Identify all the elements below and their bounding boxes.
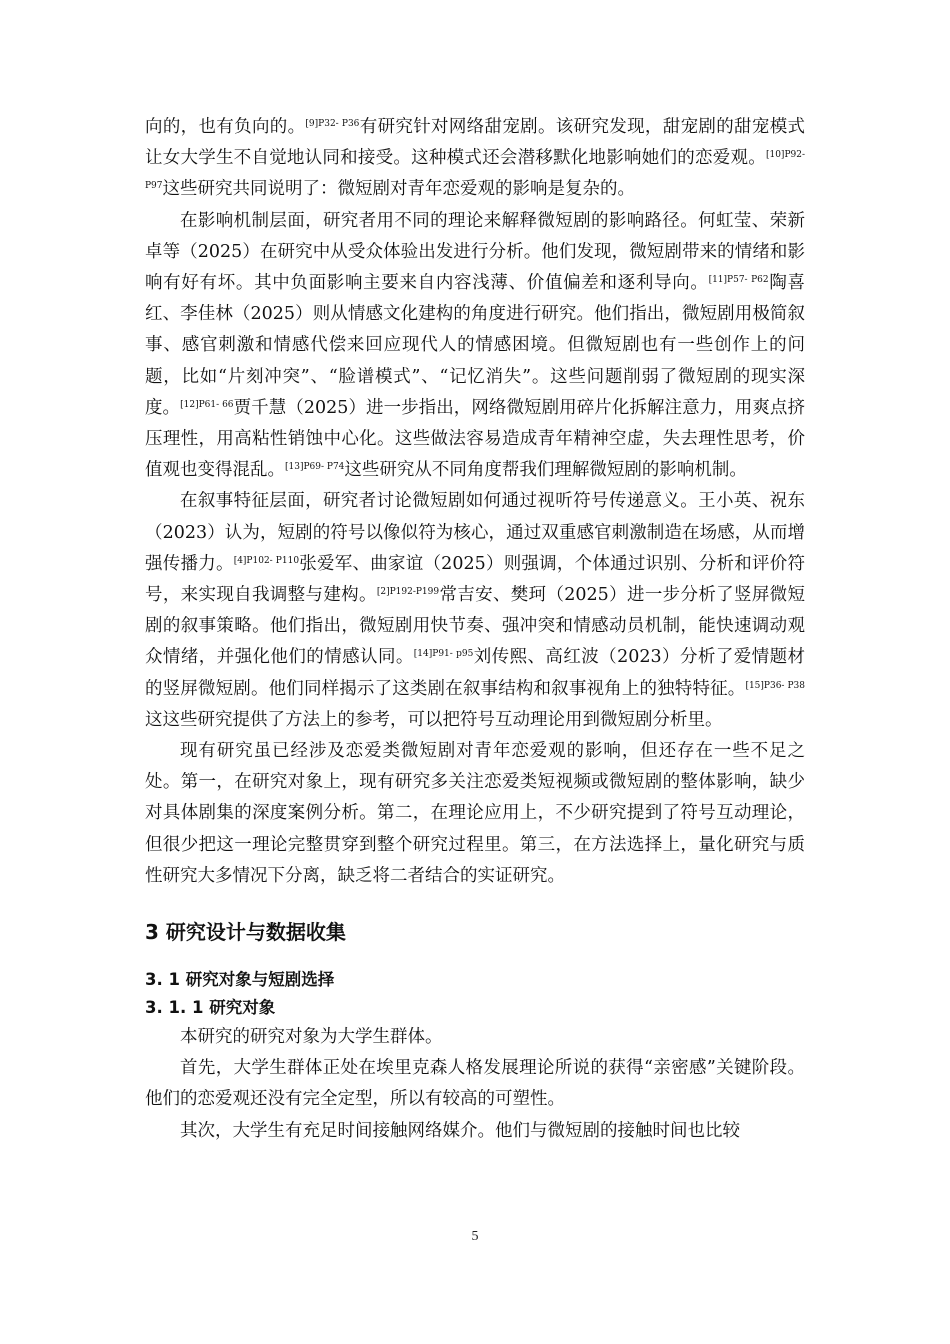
citation-reference: [12]P61- 66 (180, 399, 234, 410)
paragraph-text: 其次，大学生有充足时间接触网络媒介。他们与微短剧的接触时间也比较 (180, 1120, 740, 1141)
paragraph-text: 向的，也有负向的。 (145, 117, 306, 137)
paragraph-text: 在叙事特征层面，研究者讨论微短剧如何通过视听符号传递意义。王小英、祝东（2023）认为，短剧的符号以像似符为核心，通过双重感官刺激制造在场感，从而增强传播力。 (145, 491, 805, 574)
paragraph-text: 刘传熙、高红波（2023）分析了爱情题材的竖屏微短剧。他们同样揭示了这类剧在叙事结构和叙事视角上的独特特征。 (145, 647, 805, 699)
paragraph-text: 首先，大学生群体正处在埃里克森人格发展理论所说的获得“亲密感”关键阶段。他们的恋爱观还没有完全定型，所以有较高的可塑性。 (145, 1058, 805, 1110)
citation-reference: [14]P91- p95 (413, 649, 474, 660)
section-heading: 3 研究设计与数据收集 (145, 920, 346, 945)
paragraph-text: 本研究的研究对象为大学生群体。 (180, 1027, 443, 1048)
paragraph-text: 有研究针对网络甜宠剧。该研究发现，甜宠剧的甜宠模式让女大学生不自觉地认同和接受。这种模式还会潜移默化地影响她们的恋爱观。 (145, 117, 806, 169)
paragraph-text: 陶喜红、李佳林（2025）则从情感文化建构的角度进行研究。他们指出，微短剧用极简叙事、感官刺激和情感代偿来回应现代人的情感困境。但微短剧也有一些创作上的问题，比如“片刻冲突”、“脸谱模式”、“记忆消失”。这些问题削弱了微短剧的现实深度。 (145, 273, 805, 418)
paragraph (145, 736, 805, 892)
citation-reference: [4]P102- P110 (233, 555, 300, 566)
paragraph (145, 1116, 805, 1147)
citation-reference: [11]P57- P62 (708, 275, 769, 286)
citation-reference: [15]P36- P38 (745, 680, 805, 691)
paragraph (145, 1053, 805, 1115)
paragraph (145, 486, 805, 736)
citation-reference: [9]P32- P36 (305, 119, 360, 129)
research-object-paragraphs (145, 1022, 805, 1147)
paragraph-text: 这这些研究提供了方法上的参考，可以把符号互动理论用到微短剧分析里。 (145, 709, 723, 730)
paragraph-text: 常吉安、樊珂（2025）进一步分析了竖屏微短剧的叙事策略。他们指出，微短剧用快节奏、强冲突和情感动员机制，能快速调动观众情绪，并强化他们的情感认同。 (145, 585, 805, 668)
paragraph-text: 这些研究从不同角度帮我们理解微短剧的影响机制。 (344, 460, 747, 481)
subsubsection-heading: 3. 1. 1 研究对象 (145, 998, 276, 1018)
paragraph (145, 206, 805, 487)
citation-reference: [2]P192-P199 (376, 587, 440, 598)
paragraph-text: 在影响机制层面，研究者用不同的理论来解释微短剧的影响路径。何虹莹、荣新卓等（2025）在研究中从受众体验出发进行分析。他们发现，微短剧带来的情绪和影响有好有坏。其中负面影响主要来自内容浅薄、价值偏差和逐利导向。 (145, 210, 805, 294)
page-number: 5 (471, 1229, 479, 1244)
paragraph-text: 这些研究共同说明了：微短剧对青年恋爱观的影响是复杂的。 (162, 179, 636, 200)
citation-reference: [10]P92- P97 (145, 150, 805, 192)
paragraph-text: 现有研究虽已经涉及恋爱类微短剧对青年恋爱观的影响，但还存在一些不足之处。第一，在研究对象上，现有研究多关注恋爱类短视频或微短剧的整体影响，缺少对具体剧集的深度案例分析。第二，在理论应用上，不少研究提到了符号互动理论，但很少把这一理论完整贯穿到整个研究过程里。第三，在方法选择上，量化研究与质性研究大多情况下分离，缺乏将二者结合的实证研究。 (145, 741, 805, 886)
literature-review-paragraphs (145, 112, 805, 892)
paragraph (145, 1022, 805, 1053)
paragraph-text: 张爱军、曲家谊（2025）则强调，个体通过识别、分析和评价符号，来实现自我调整与建构。 (145, 553, 805, 606)
subsection-heading: 3. 1 研究对象与短剧选择 (145, 970, 335, 990)
paragraph-text: 贾千慧（2025）进一步指出，网络微短剧用碎片化拆解注意力，用爽点挤压理性，用高粘性销蚀中心化。这些做法容易造成青年精神空虚，失去理性思考，价值观也变得混乱。 (145, 397, 805, 481)
citation-reference: [13]P69- P74 (285, 462, 345, 473)
body-text (145, 112, 805, 1147)
paragraph (145, 112, 805, 206)
